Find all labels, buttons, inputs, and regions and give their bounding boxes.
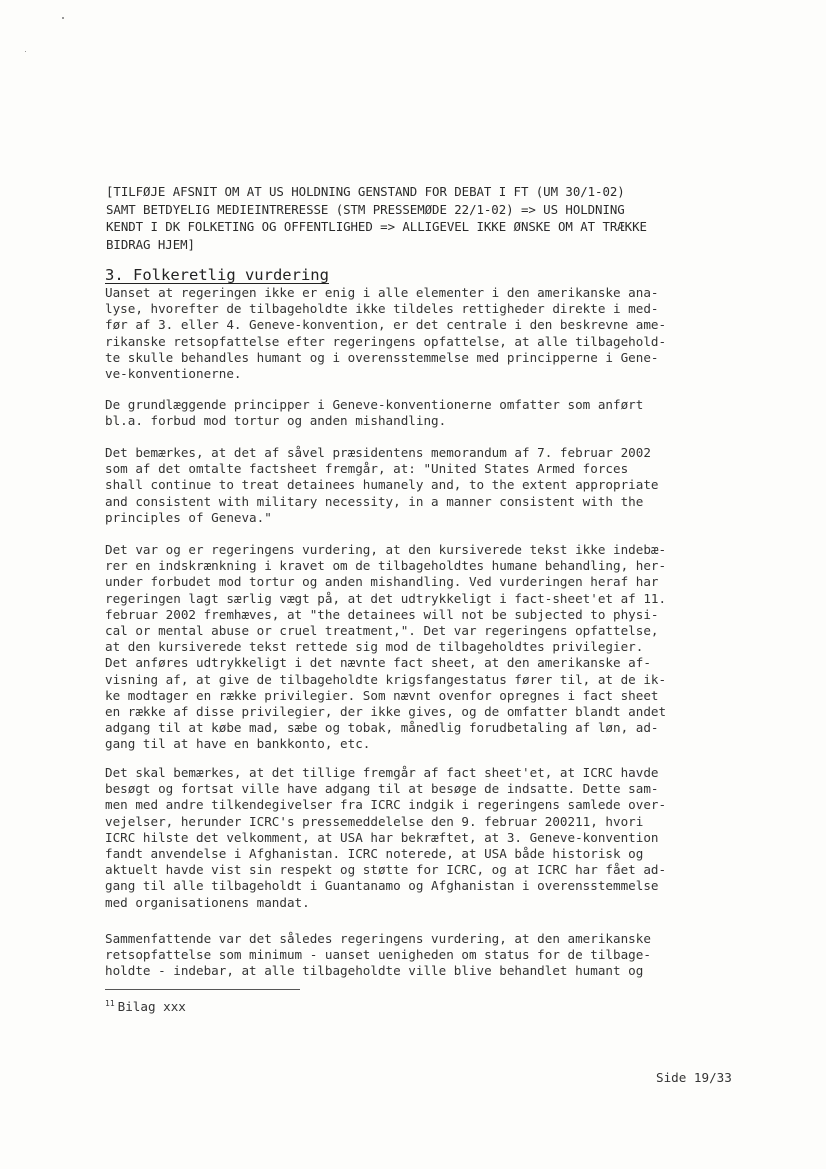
- editor-note: [TILFØJE AFSNIT OM AT US HOLDNING GENSTAND FOR DEBAT I FT (UM 30/1-02) SAMT BETDYELIG MEDIEINTRERESSE (STM PRESSEMØDE 22/1-02) => US HOLDNING KENDT I DK FOLKETING OG OFFENTLIGHED => ALLIGEVEL IKKE ØNSKE OM AT TRÆKKE BIDRAG HJEM]: [106, 184, 647, 253]
- footnote-divider: [105, 989, 300, 990]
- page-number: Side 19/33: [656, 1070, 732, 1085]
- paragraph-4: Det var og er regeringens vurdering, at den kursiverede tekst ikke indebæ- rer en indskrænkning i kravet om de tilbageholdtes humane behandling, her- under forbudet mod tortur og anden mishandling. Ved vurderingen heraf har regeringen lagt særlig vægt på, at det udtrykkeligt i fact-sheet'et af 11. februar 2002 fremhæves, at "the detainees will not be subjected to physi- cal or mental abuse or cruel treatment,". Det var regeringens opfattelse, at den kursiverede tekst rettede sig mod de tilbageholdtes privilegier. Det anføres udtrykkeligt i det nævnte fact sheet, at den amerikanske af- visning af, at give de tilbageholdte krigsfangestatus fører til, at de ik- ke modtager en række privilegier. Som nævnt ovenfor opregnes i fact sheet en række af disse privilegier, der ikke gives, og de omfatter blandt andet adgang til at købe mad, sæbe og tobak, månedlig forudbetaling af løn, ad- gang til at have en bankkonto, etc.: [105, 542, 667, 752]
- paragraph-3: Det bemærkes, at det af såvel præsidentens memorandum af 7. februar 2002 som af det omtalte factsheet fremgår, at: "United States Armed forces shall continue to treat detainees humanely and, to the extent appropriate and consistent with military necessity, in a manner consistent with the principles of Geneva.": [105, 445, 659, 525]
- paragraph-2: De grundlæggende principper i Geneve-konventionerne omfatter som anført bl.a. forbud mod tortur og anden mishandling.: [105, 397, 644, 429]
- paragraph-1: Uanset at regeringen ikke er enig i alle elementer i den amerikanske ana- lyse, hvorefter de tilbageholdte ikke tildeles rettigheder direkte i med- før af 3. eller 4. Geneve-konvention, er det centrale i den beskrevne ame- rikanske retsopfattelse efter regeringens opfattelse, at alle tilbagehold- te skulle behandles humant og i overensstemmelse med principperne i Gene- ve-konventionerne.: [105, 285, 667, 382]
- footnote: [105, 999, 186, 1014]
- paragraph-5: Det skal bemærkes, at det tillige fremgår af fact sheet'et, at ICRC havde besøgt og fortsat ville have adgang til at besøge de indsatte. Dette sam- men med andre tilkendegivelser fra ICRC indgik i regeringens samlede over- vejelser, herunder ICRC's pressemeddelelse den 9. februar 200211, hvori ICRC hilste det velkomment, at USA har bekræftet, at 3. Geneve-konvention fandt anvendelse i Afghanistan. ICRC noterede, at USA både historisk og aktuelt havde vist sin respekt og støtte for ICRC, og at ICRC har fået ad- gang til alle tilbageholdt i Guantanamo og Afghanistan i overensstemmelse med organisationens mandat.: [105, 765, 667, 910]
- scan-speck: [25, 51, 26, 52]
- section-heading: 3. Folkeretlig vurdering: [105, 266, 329, 284]
- paragraph-6: Sammenfattende var det således regeringens vurdering, at den amerikanske retsopfattelse som minimum - uanset uenigheden om status for de tilbage- holdte - indebar, at alle tilbageholdte ville blive behandlet humant og: [105, 931, 651, 979]
- footnote-text: Bilag xxx: [117, 999, 186, 1014]
- footnote-marker: 11: [105, 999, 115, 1008]
- scan-speck: [62, 17, 64, 19]
